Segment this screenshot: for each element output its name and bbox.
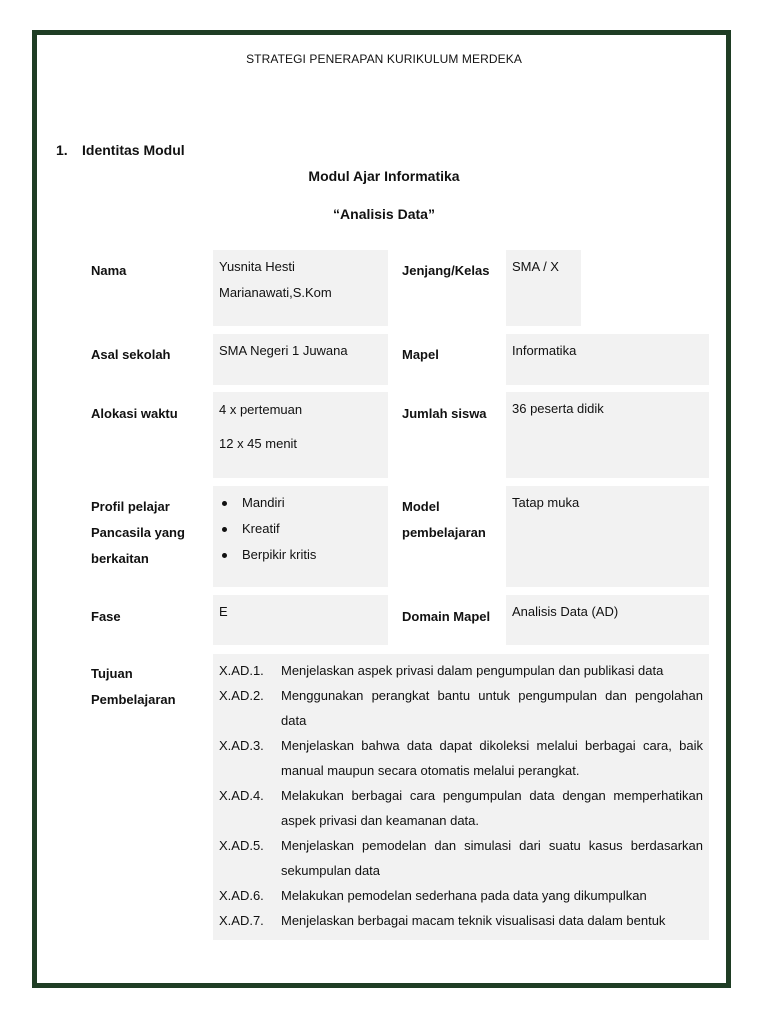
domain-label: Domain Mapel — [402, 609, 491, 624]
asal-sekolah-label: Asal sekolah — [91, 347, 171, 362]
tujuan-item — [219, 908, 703, 933]
mapel-label: Mapel — [402, 347, 439, 362]
section-heading — [56, 142, 185, 158]
jenjang-label: Jenjang/Kelas — [402, 263, 490, 278]
module-subtitle: “Analisis Data” — [333, 206, 435, 222]
tujuan-item — [219, 733, 703, 783]
nama-value — [213, 250, 388, 326]
alokasi-line2: 12 x 45 menit — [219, 436, 298, 451]
tujuan-code: X.AD.5. — [219, 838, 264, 853]
fase-value: E — [213, 595, 388, 645]
profil-label-line1: Profil pelajar — [91, 499, 170, 514]
alokasi-value — [213, 392, 388, 478]
tujuan-text: Menjelaskan bahwa data dapat dikoleksi melalui berbagai cara, baik manual maupun secara otomatis melalui perangkat. — [281, 738, 703, 778]
tujuan-code: X.AD.1. — [219, 663, 264, 678]
jumlah-value: 36 peserta didik — [506, 392, 709, 478]
alokasi-line1: 4 x pertemuan — [219, 402, 303, 417]
profil-list — [219, 490, 382, 568]
model-value: Tatap muka — [506, 486, 709, 587]
model-label-line1: Model — [402, 499, 440, 514]
tujuan-text: Menjelaskan berbagai macam teknik visualisasi data dalam bentuk — [281, 913, 666, 928]
tujuan-text: Menjelaskan pemodelan dan simulasi dari suatu kasus berdasarkan sekumpulan data — [281, 838, 703, 878]
tujuan-text: Melakukan pemodelan sederhana pada data yang dikumpulkan — [281, 888, 647, 903]
list-item: Mandiri — [219, 490, 382, 516]
mapel-value: Informatika — [506, 334, 709, 385]
asal-sekolah-value: SMA Negeri 1 Juwana — [213, 334, 388, 385]
profil-label-line2: Pancasila yang — [91, 525, 185, 540]
domain-value: Analisis Data (AD) — [506, 595, 709, 645]
tujuan-code: X.AD.4. — [219, 788, 264, 803]
tujuan-code: X.AD.7. — [219, 913, 264, 928]
tujuan-label-line1: Tujuan — [91, 666, 133, 681]
model-label-line2: pembelajaran — [402, 525, 486, 540]
alokasi-label: Alokasi waktu — [91, 406, 178, 421]
module-title: Modul Ajar Informatika — [308, 168, 460, 184]
nama-line2: Marianawati,S.Kom — [219, 285, 332, 300]
tujuan-code: X.AD.2. — [219, 688, 264, 703]
tujuan-text: Menjelaskan aspek privasi dalam pengumpulan dan publikasi data — [281, 663, 664, 678]
document-title: STRATEGI PENERAPAN KURIKULUM MERDEKA — [246, 52, 522, 66]
tujuan-label — [91, 657, 176, 713]
tujuan-text: Menggunakan perangkat bantu untuk pengumpulan dan pengolahan data — [281, 688, 703, 728]
tujuan-label-line2: Pembelajaran — [91, 692, 176, 707]
fase-label: Fase — [91, 609, 121, 624]
tujuan-code: X.AD.6. — [219, 888, 264, 903]
profil-label-line3: berkaitan — [91, 551, 149, 566]
section-title: Identitas Modul — [82, 142, 185, 158]
profil-value — [213, 486, 388, 587]
model-label — [402, 490, 486, 546]
tujuan-code: X.AD.3. — [219, 738, 264, 753]
tujuan-item — [219, 683, 703, 733]
list-item: Kreatif — [219, 516, 382, 542]
list-item: Berpikir kritis — [219, 542, 382, 568]
jumlah-label: Jumlah siswa — [402, 406, 487, 421]
profil-label — [91, 490, 206, 572]
tujuan-item — [219, 883, 703, 908]
tujuan-text: Melakukan berbagai cara pengumpulan data dengan memperhatikan aspek privasi dan keamanan data. — [281, 788, 703, 828]
jenjang-value: SMA / X — [506, 250, 581, 326]
tujuan-item — [219, 833, 703, 883]
section-number: 1. — [56, 142, 68, 158]
tujuan-item — [219, 658, 703, 683]
tujuan-list — [213, 654, 709, 940]
nama-label: Nama — [91, 263, 127, 278]
tujuan-item — [219, 783, 703, 833]
nama-line1: Yusnita Hesti — [219, 259, 295, 274]
